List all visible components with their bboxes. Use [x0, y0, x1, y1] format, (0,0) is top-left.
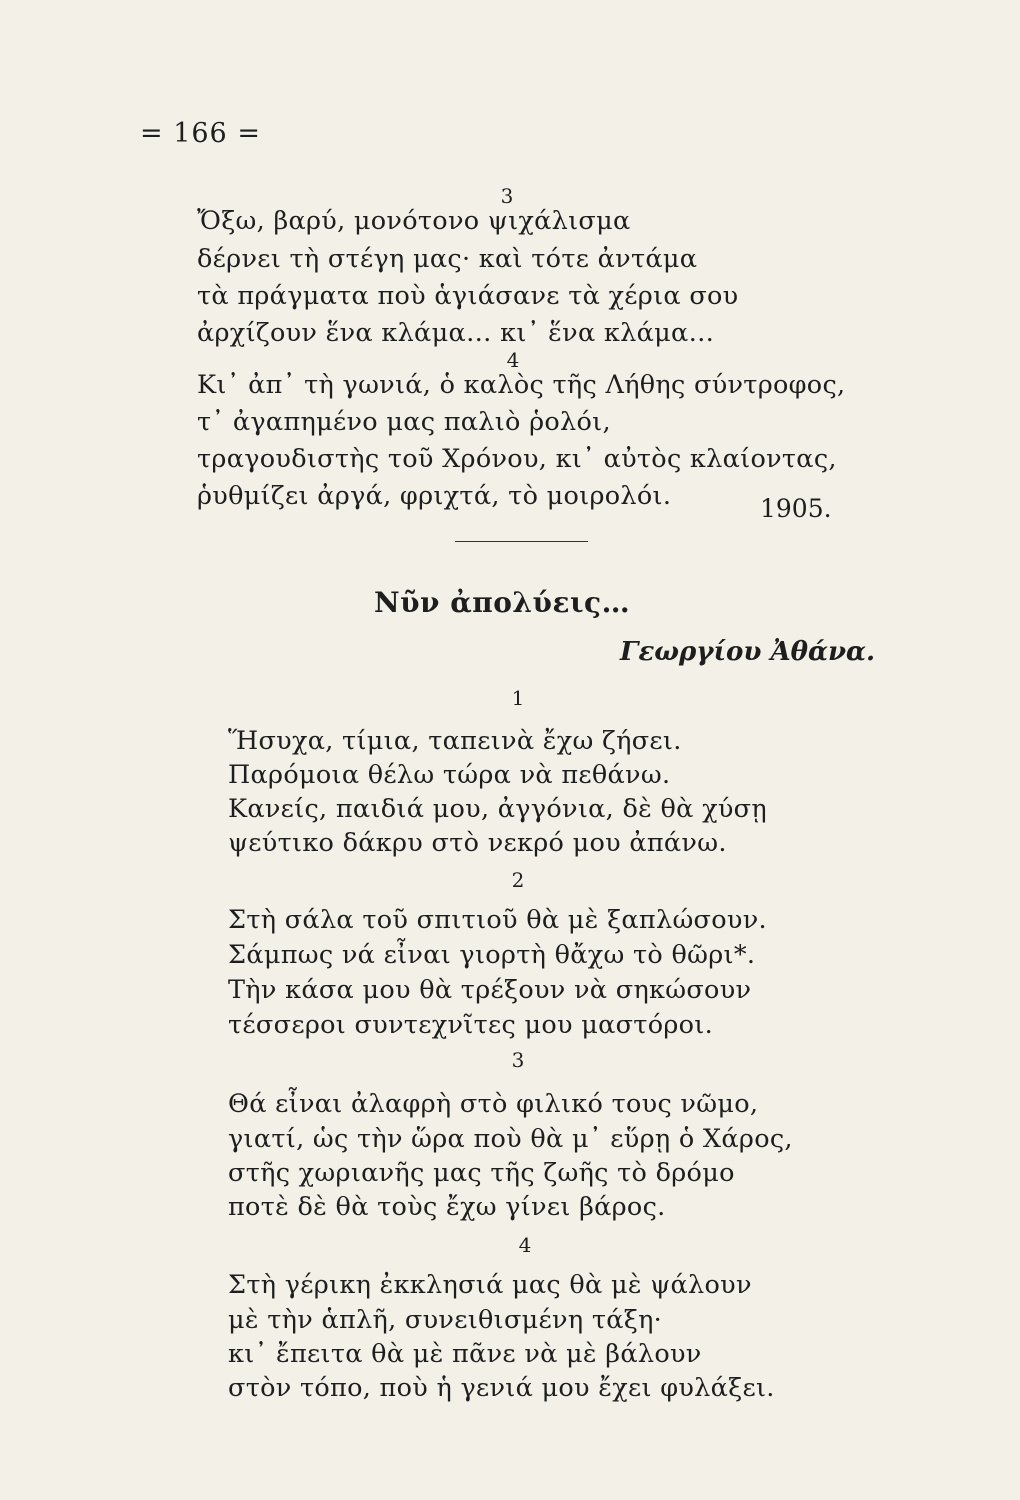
poem-line: κι᾽ ἔπειτα θὰ μὲ πᾶνε νὰ μὲ βάλουν [228, 1339, 702, 1369]
poem-line: τέσσεροι συντεχνῖτες μου μαστόροι. [228, 1010, 714, 1040]
poem-line: Σάμπως νά εἶναι γιορτὴ θἄχω τὸ θῶρι*. [228, 940, 756, 970]
poem-title: Νῦν ἀπολύεις… [374, 586, 631, 619]
stanza-number: 3 [500, 184, 514, 208]
poem-line: τραγουδιστὴς τοῦ Χρόνου, κι᾽ αὐτὸς κλαίοντας, [197, 444, 837, 474]
poem-line: γιατί, ὡς τὴν ὥρα ποὺ θὰ μ᾽ εὕρῃ ὁ Χάρος, [228, 1124, 793, 1154]
poem-author: Γεωργίου Ἀθάνα. [620, 637, 876, 667]
poem-line: Ὄξω, βαρύ, μονότονο ψιχάλισμα [197, 206, 631, 236]
stanza-number: 4 [506, 348, 520, 372]
poem-year: 1905. [760, 494, 832, 523]
poem-line: Στὴ σάλα τοῦ σπιτιοῦ θὰ μὲ ξαπλώσουν. [228, 905, 767, 935]
stanza-number: 1 [511, 686, 525, 710]
poem-line: Στὴ γέρικη ἐκκλησιά μας θὰ μὲ ψάλουν [228, 1270, 752, 1300]
poem-line: Κι᾽ ἀπ᾽ τὴ γωνιά, ὁ καλὸς τῆς Λήθης σύντροφος, [197, 370, 846, 400]
poem-line: μὲ τὴν ἁπλῆ, συνειθισμένη τάξη· [228, 1305, 663, 1335]
poem-line: ποτὲ δὲ θὰ τοὺς ἔχω γίνει βάρος. [228, 1192, 666, 1222]
poem-line: Τὴν κάσα μου θὰ τρέξουν νὰ σηκώσουν [228, 975, 752, 1005]
poem-line: τὰ πράγματα ποὺ ἁγιάσανε τὰ χέρια σου [197, 281, 739, 311]
poem-line: Παρόμοια θέλω τώρα νὰ πεθάνω. [228, 760, 671, 790]
poem-line: Θά εἶναι ἀλαφρὴ στὸ φιλικό τους νῶμο, [228, 1089, 759, 1119]
poem-line: ψεύτικο δάκρυ στὸ νεκρό μου ἀπάνω. [228, 828, 727, 858]
poem-line: τ᾽ ἀγαπημένο μας παλιὸ ῥολόι, [197, 407, 611, 437]
poem-line: στῆς χωριανῆς μας τῆς ζωῆς τὸ δρόμο [228, 1158, 735, 1188]
poem-line: στὸν τόπο, ποὺ ἡ γενιά μου ἔχει φυλάξει. [228, 1373, 775, 1403]
stanza-number: 4 [518, 1233, 532, 1257]
poem-line: Κανείς, παιδιά μου, ἀγγόνια, δὲ θὰ χύσῃ [228, 794, 767, 824]
stanza-number: 3 [511, 1048, 525, 1072]
poem-line: ῥυθμίζει ἀργά, φριχτά, τὸ μοιρολόι. [197, 481, 672, 511]
stanza-number: 2 [511, 868, 525, 892]
poem-line: Ἥσυχα, τίμια, ταπεινὰ ἔχω ζήσει. [228, 726, 682, 756]
separator-rule [455, 541, 588, 542]
page-number: = 166 = [140, 118, 261, 149]
poem-line: δέρνει τὴ στέγη μας· καὶ τότε ἀντάμα [197, 244, 698, 274]
poem-line: ἀρχίζουν ἕνα κλάμα… κι᾽ ἕνα κλάμα… [197, 318, 715, 348]
